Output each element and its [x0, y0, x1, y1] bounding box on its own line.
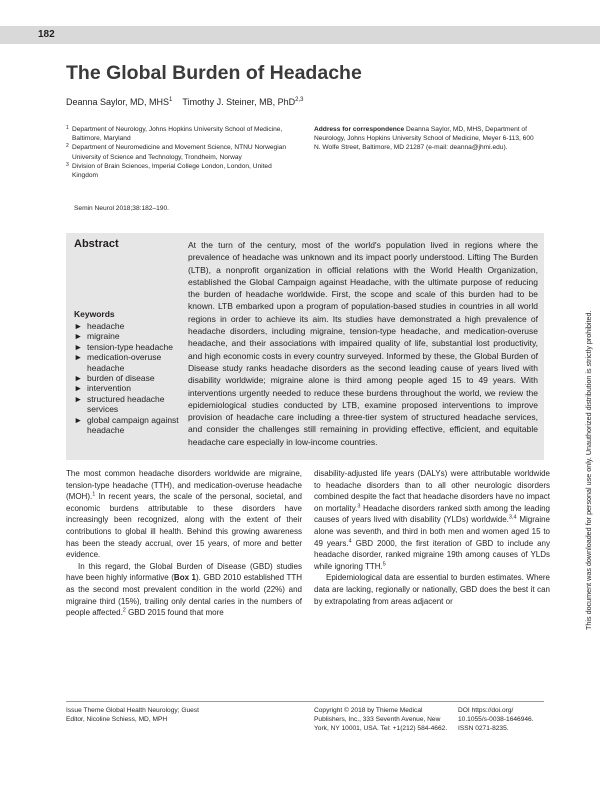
- affiliations: [66, 125, 298, 180]
- body-paragraph: In this regard, the Global Burden of Disease (GBD) studies have been highly informative (Box 1). GBD 2010 established TTH as the second most prevalent condition in the world (22%) and migraine third (15%), trailing only dental caries in the numbers of people affected.$^2$ GBD 2015 found that more: [66, 561, 302, 618]
- footer-copyright: Copyright © 2018 by Thieme Medical Publishers, Inc., 333 Seventh Avenue, New York, NY 10001, USA. Tel: +1(212) 584-4662.: [314, 707, 448, 733]
- keyword-item: ► headache: [74, 321, 125, 331]
- arrow-bullet-icon: ►: [74, 414, 83, 425]
- body-column-left: [66, 468, 302, 619]
- arrow-bullet-icon: ►: [74, 331, 83, 342]
- keyword-item: ► tension-type headache: [74, 341, 174, 352]
- author-name: Timothy J. Steiner, MB, PhD: [182, 97, 296, 107]
- doi-link[interactable]: https://doi.org/: [471, 707, 514, 714]
- article-title: The Global Burden of Headache: [66, 62, 362, 84]
- affiliation: 3 Division of Brain Sciences, Imperial College London, London, United Kingdom: [66, 161, 272, 180]
- author-line: [66, 97, 303, 107]
- body-paragraph: disability-adjusted life years (DALYs) were attributable worldwide to headache disorders than to all other neurologic disorders combined despite the fact that headache disorders have no impact on mortality.$^3$ Headache disorders ranked sixth among the leading causes of years lived with disability (YLDs) worldwide.$^{3,4}$ Migraine alone was seventh, and third in both men and women aged 15 to 49 years.$^4$ GBD 2000, the first iteration of GBD to include any headache disorder, ranked migraine 19th among causes of YLDs while ignoring TTH.$^5$: [314, 469, 550, 571]
- keyword-item: ► global campaign against headache: [74, 414, 179, 436]
- abstract-heading: Abstract: [74, 238, 119, 250]
- affiliation: 1 Department of Neurology, Johns Hopkins University School of Medicine, Baltimore, Maryland: [66, 125, 283, 143]
- keyword-item: ► structured headache services: [74, 393, 165, 415]
- affiliation: 2 Department of Neuromedicine and Movement Science, NTNU Norwegian University of Science and Technology, Trondheim, Norway: [66, 143, 287, 161]
- body-paragraph: Epidemiological data are essential to burden estimates. Where data are lacking, regionally or nationally, GBD does the best it can by extrapolating from areas adjacent or: [314, 573, 550, 606]
- keywords-heading: Keywords: [74, 309, 115, 319]
- citation: Semin Neurol 2018;38:182–190.: [74, 205, 169, 212]
- doi-label: DOI: [458, 707, 470, 714]
- author-name: Deanna Saylor, MD, MHS: [66, 97, 170, 107]
- correspondence-text: Deanna Saylor, MD, MHS, Department of Neurology, Johns Hopkins University School of Medicine, Meyer 6-113, 600 N. Wolfe Street, Baltimore, MD 21287 (e-mail: deanna@jhmi.edu).: [314, 126, 534, 152]
- author-affil-ref: 1: [169, 97, 173, 103]
- abstract-text: At the turn of the century, most of the world's population lived in regions where the prevalence of headache was unknown and its impact poorly understood. Lifting The Burden (LTB), a nonprofit organization in official relations with the World Health Organization, established the Global Campaign against Headache, with the ultimate purpose of reducing the burden of headache worldwide. First, the scope and scale of this burden had to be known. LTB embarked upon a program of population-based studies in countries in all world regions in order to achieve its aim. Its studies have demonstrated a high prevalence of headache disorders, including migraine, tension-type headache, and medication-overuse headache, and their associations with impaired quality of life, substantial lost productivity, and high economic costs in every country surveyed. Informed by these, the Global Burden of Disease study ranks headache disorders as the second leading cause of years lived with disability worldwide; migraine alone is third among people aged 15 to 49 years. With interventions urgently needed to reduce these burdens throughout the world, we review the epidemiological studies conducted by LTB, examine proposed interventions to improve provision of headache care including a three-tier system of structured headache services, and consider the challenges still remaining in providing effective, efficient, and equitable headache care especially in low-income countries.: [188, 240, 538, 447]
- keyword-item: ► medication-overuse headache: [74, 352, 162, 373]
- keyword-list: [74, 321, 182, 435]
- arrow-bullet-icon: ►: [74, 321, 83, 331]
- arrow-bullet-icon: ►: [74, 383, 83, 394]
- footer-doi: [458, 706, 558, 734]
- box-link[interactable]: Box 1: [173, 573, 197, 583]
- keyword-item: ► migraine: [74, 331, 120, 342]
- arrow-bullet-icon: ►: [74, 352, 83, 363]
- doi-number: 10.1055/s-0038-1646946.: [458, 716, 534, 724]
- page-number: 182: [38, 29, 55, 40]
- body-paragraph: The most common headache disorders worldwide are migraine, tension-type headache (TTH), and medication-overuse headache (MOH).$^1$ In recent years, the scale of the personal, societal, and economic burdens attributable to these disorders have increasingly been recognized, along with the extent of their contributions to global ill health. Behind this growing awareness has been the steady accrual, over 15 years, of more and better evidence.: [66, 469, 302, 560]
- body-column-right: [314, 468, 550, 607]
- keyword-item: ► burden of disease: [74, 373, 155, 384]
- page-header-bar: [0, 26, 600, 44]
- keyword-item: ► intervention: [74, 383, 131, 394]
- download-notice: This document was downloaded for personal use only. Unauthorized distribution is strictly prohibited.: [584, 310, 593, 630]
- issn: ISSN 0271-8235.: [458, 725, 509, 733]
- correspondence: [314, 125, 542, 153]
- footer-rule: [66, 701, 544, 702]
- footer-issue-theme: Issue Theme Global Health Neurology; Guest Editor, Nicoline Schiess, MD, MPH: [66, 707, 199, 724]
- correspondence-label: Address for correspondence: [314, 126, 405, 133]
- arrow-bullet-icon: ►: [74, 341, 83, 352]
- arrow-bullet-icon: ►: [74, 373, 83, 384]
- arrow-bullet-icon: ►: [74, 393, 83, 404]
- author-affil-ref: 2,3: [295, 97, 304, 103]
